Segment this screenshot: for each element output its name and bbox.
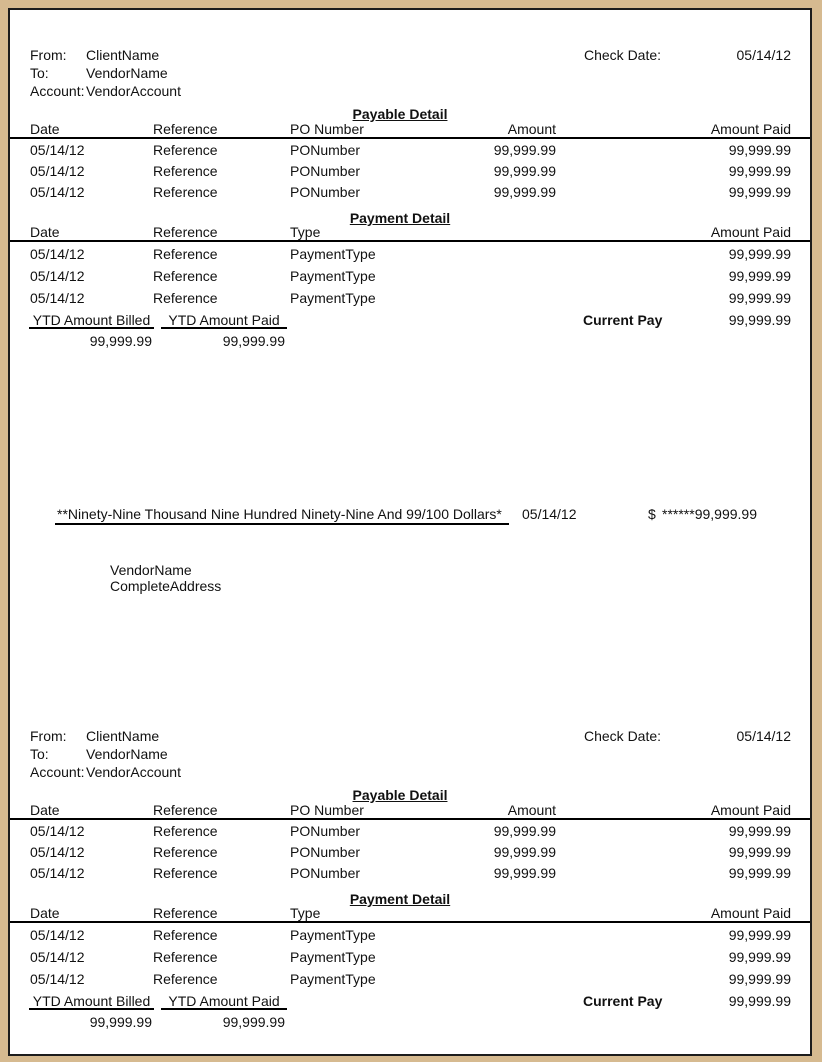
payable-reference-cell: Reference <box>153 865 218 881</box>
payment-type-cell: PaymentType <box>290 949 376 965</box>
ytd-amount-billed-header: YTD Amount Billed <box>29 993 154 1010</box>
current-pay-value: 99,999.99 <box>728 993 791 1009</box>
ytd-amount-billed-value: 99,999.99 <box>89 333 152 349</box>
payable-date-cell: 05/14/12 <box>30 184 85 200</box>
payment-reference-cell: Reference <box>153 949 218 965</box>
payable-header-row <box>10 802 810 818</box>
payable-po-cell: PONumber <box>290 865 361 881</box>
payable-row <box>10 823 810 839</box>
stub-bottom <box>10 691 810 1051</box>
ytd-amount-paid-header: YTD Amount Paid <box>161 993 287 1010</box>
check-date-value: 05/14/12 <box>736 47 791 63</box>
from-row <box>10 728 810 744</box>
payment-header-row <box>10 905 810 921</box>
ytd-amount-billed-header: YTD Amount Billed <box>29 312 154 329</box>
payment-type-cell: PaymentType <box>290 927 376 943</box>
payable-date-cell: 05/14/12 <box>30 865 85 881</box>
payable-amount-paid-cell: 99,999.99 <box>728 184 791 200</box>
payment-reference-cell: Reference <box>153 971 218 987</box>
to-row <box>10 746 810 762</box>
ytd-amount-billed-value: 99,999.99 <box>89 1014 152 1030</box>
payable-header-date: Date <box>30 802 60 818</box>
payable-date-cell: 05/14/12 <box>30 823 85 839</box>
payable-reference-cell: Reference <box>153 163 218 179</box>
payment-header-amount-paid: Amount Paid <box>710 224 791 240</box>
payment-reference-cell: Reference <box>153 927 218 943</box>
payment-header-date: Date <box>30 224 60 240</box>
ytd-amount-paid-value: 99,999.99 <box>222 1014 285 1030</box>
payable-header-date: Date <box>30 121 60 137</box>
payable-header-amount: Amount <box>507 802 556 818</box>
payable-row <box>10 184 810 200</box>
payable-reference-cell: Reference <box>153 142 218 158</box>
current-pay-label: Current Pay <box>583 993 663 1009</box>
payable-header-reference: Reference <box>153 802 218 818</box>
to-row <box>10 65 810 81</box>
account-value: VendorAccount <box>86 83 181 99</box>
payment-type-cell: PaymentType <box>290 246 376 262</box>
payment-amount-paid-cell: 99,999.99 <box>728 246 791 262</box>
check-amount-words: **Ninety-Nine Thousand Nine Hundred Ninety-Nine And 99/100 Dollars* <box>55 506 509 525</box>
payment-date-cell: 05/14/12 <box>30 949 85 965</box>
payable-amount-cell: 99,999.99 <box>493 184 556 200</box>
report-page <box>8 8 812 1056</box>
payable-amount-cell: 99,999.99 <box>493 844 556 860</box>
current-pay-label: Current Pay <box>583 312 663 328</box>
payment-row <box>10 246 810 262</box>
account-row <box>10 83 810 99</box>
payment-reference-cell: Reference <box>153 246 218 262</box>
from-label: From: <box>30 47 67 63</box>
current-pay-value: 99,999.99 <box>728 312 791 328</box>
payment-reference-cell: Reference <box>153 290 218 306</box>
payable-header-amount-paid: Amount Paid <box>710 802 791 818</box>
payment-date-cell: 05/14/12 <box>30 927 85 943</box>
payable-row <box>10 163 810 179</box>
payment-header-date: Date <box>30 905 60 921</box>
account-value: VendorAccount <box>86 764 181 780</box>
payment-type-cell: PaymentType <box>290 290 376 306</box>
payment-reference-cell: Reference <box>153 268 218 284</box>
payable-separator-line <box>10 818 810 820</box>
payable-header-amount: Amount <box>507 121 556 137</box>
payment-separator-line <box>10 921 810 923</box>
to-label: To: <box>30 65 49 81</box>
payable-amount-paid-cell: 99,999.99 <box>728 844 791 860</box>
payable-reference-cell: Reference <box>153 823 218 839</box>
payable-row <box>10 865 810 881</box>
check-date: 05/14/12 <box>522 506 577 522</box>
ytd-amount-paid-header: YTD Amount Paid <box>161 312 287 329</box>
payable-header-po-number: PO Number <box>290 121 364 137</box>
payment-amount-paid-cell: 99,999.99 <box>728 290 791 306</box>
payable-date-cell: 05/14/12 <box>30 142 85 158</box>
payable-header-row <box>10 121 810 137</box>
from-value: ClientName <box>86 728 160 744</box>
payable-amount-cell: 99,999.99 <box>493 163 556 179</box>
to-label: To: <box>30 746 49 762</box>
payable-amount-cell: 99,999.99 <box>493 823 556 839</box>
payment-date-cell: 05/14/12 <box>30 268 85 284</box>
check-date-value: 05/14/12 <box>736 728 791 744</box>
check-payee-name: VendorName <box>110 562 192 578</box>
payment-header-reference: Reference <box>153 905 218 921</box>
payable-amount-paid-cell: 99,999.99 <box>728 163 791 179</box>
payable-row <box>10 142 810 158</box>
payment-date-cell: 05/14/12 <box>30 290 85 306</box>
check-amount-numeric: ******99,999.99 <box>662 506 757 522</box>
payable-po-cell: PONumber <box>290 184 361 200</box>
payable-po-cell: PONumber <box>290 163 361 179</box>
payment-amount-paid-cell: 99,999.99 <box>728 927 791 943</box>
from-label: From: <box>30 728 67 744</box>
payable-amount-paid-cell: 99,999.99 <box>728 823 791 839</box>
payment-amount-paid-cell: 99,999.99 <box>728 971 791 987</box>
payment-type-cell: PaymentType <box>290 268 376 284</box>
payment-date-cell: 05/14/12 <box>30 971 85 987</box>
to-value: VendorName <box>86 65 168 81</box>
payment-row <box>10 927 810 943</box>
payment-detail-title: Payment Detail <box>349 891 451 907</box>
payable-reference-cell: Reference <box>153 844 218 860</box>
payment-header-type: Type <box>290 905 321 921</box>
stub-top <box>10 10 810 370</box>
payment-amount-paid-cell: 99,999.99 <box>728 949 791 965</box>
account-label: Account: <box>30 83 85 99</box>
payable-amount-paid-cell: 99,999.99 <box>728 142 791 158</box>
from-row <box>10 47 810 63</box>
payable-amount-paid-cell: 99,999.99 <box>728 865 791 881</box>
payable-amount-cell: 99,999.99 <box>493 142 556 158</box>
payment-type-cell: PaymentType <box>290 971 376 987</box>
payable-amount-cell: 99,999.99 <box>493 865 556 881</box>
payment-date-cell: 05/14/12 <box>30 246 85 262</box>
payable-po-cell: PONumber <box>290 142 361 158</box>
payable-po-cell: PONumber <box>290 823 361 839</box>
payment-header-amount-paid: Amount Paid <box>710 905 791 921</box>
payable-reference-cell: Reference <box>153 184 218 200</box>
payable-detail-title: Payable Detail <box>352 787 448 803</box>
payable-date-cell: 05/14/12 <box>30 844 85 860</box>
to-value: VendorName <box>86 746 168 762</box>
account-label: Account: <box>30 764 85 780</box>
check-date-label: Check Date: <box>584 728 662 744</box>
payable-row <box>10 844 810 860</box>
payable-detail-title: Payable Detail <box>352 106 448 122</box>
account-row <box>10 764 810 780</box>
payable-separator-line <box>10 137 810 139</box>
check-payee-address: CompleteAddress <box>110 578 222 594</box>
payment-row <box>10 268 810 284</box>
payment-row <box>10 290 810 306</box>
payment-row <box>10 971 810 987</box>
payable-header-amount-paid: Amount Paid <box>710 121 791 137</box>
check-date-label: Check Date: <box>584 47 662 63</box>
payable-po-cell: PONumber <box>290 844 361 860</box>
payment-header-reference: Reference <box>153 224 218 240</box>
payable-date-cell: 05/14/12 <box>30 163 85 179</box>
from-value: ClientName <box>86 47 160 63</box>
payment-header-type: Type <box>290 224 321 240</box>
payable-header-po-number: PO Number <box>290 802 364 818</box>
check-currency-symbol: $ <box>648 506 656 522</box>
payment-detail-title: Payment Detail <box>349 210 451 226</box>
payment-row <box>10 949 810 965</box>
payment-header-row <box>10 224 810 240</box>
payment-amount-paid-cell: 99,999.99 <box>728 268 791 284</box>
ytd-amount-paid-value: 99,999.99 <box>222 333 285 349</box>
payment-separator-line <box>10 240 810 242</box>
payable-header-reference: Reference <box>153 121 218 137</box>
